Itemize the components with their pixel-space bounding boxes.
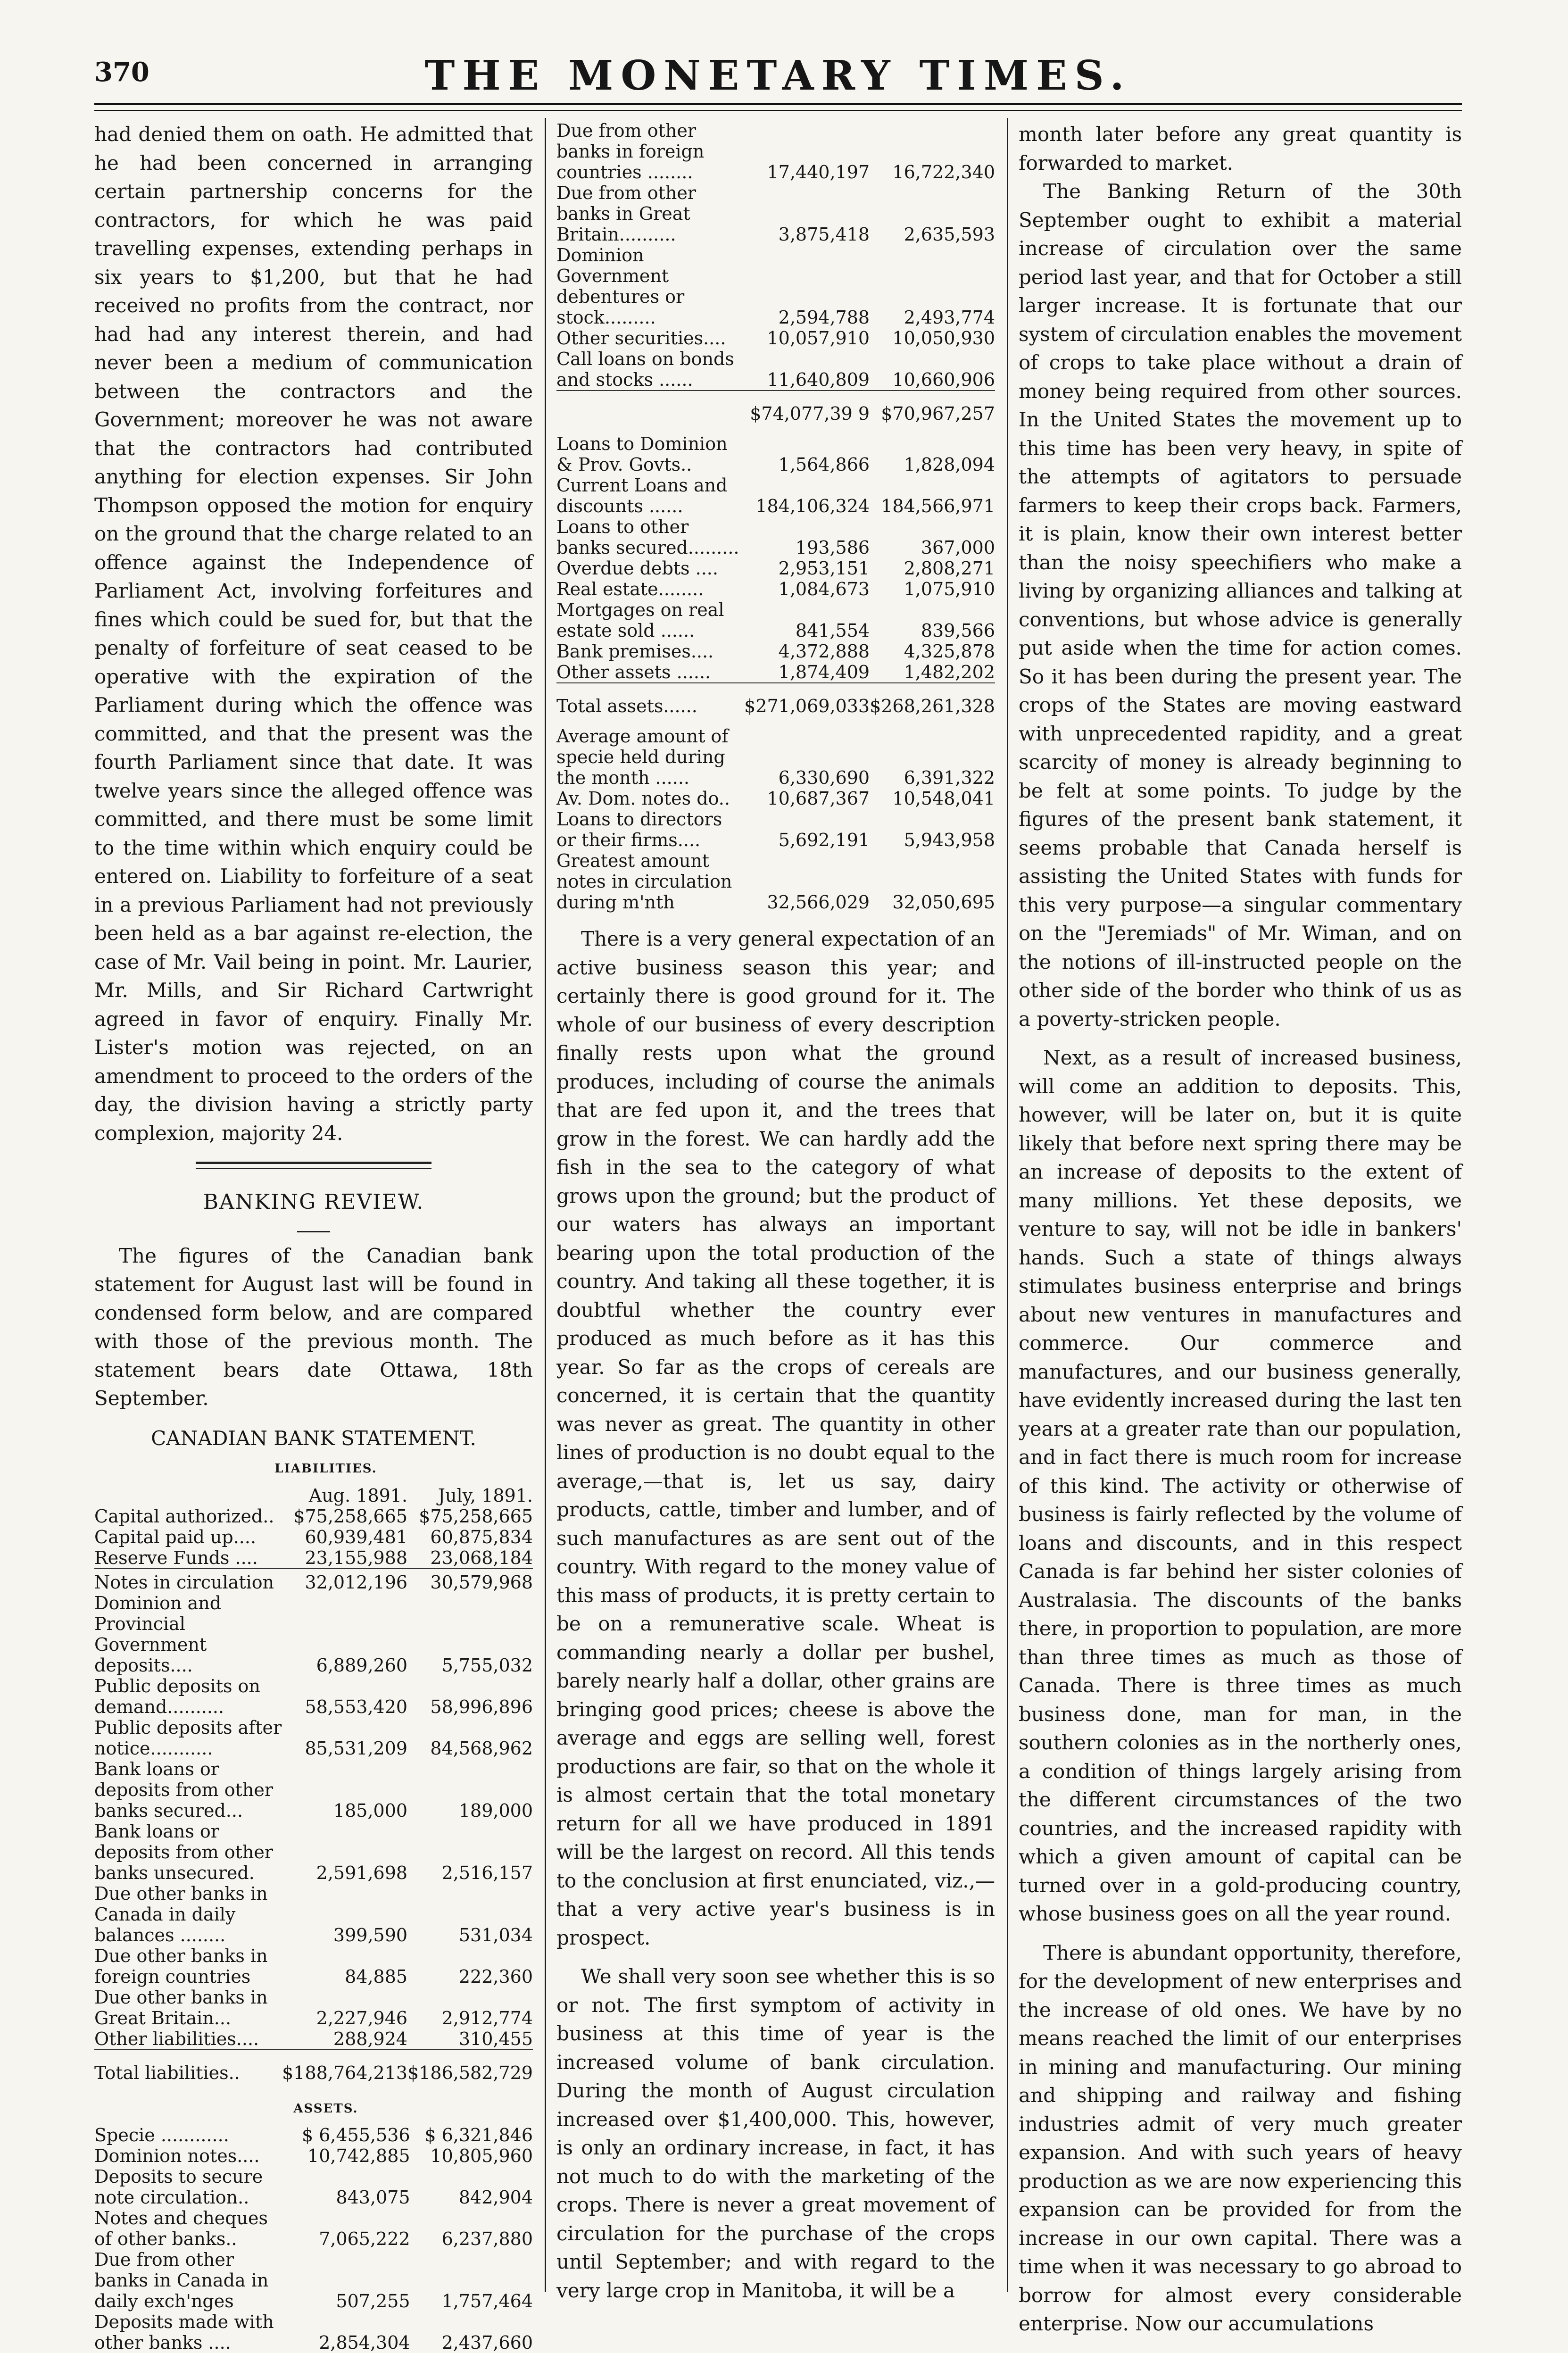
row-value-aug: 3,875,418 bbox=[778, 224, 870, 245]
row-label: Bank loans or deposits from other banks unsecured. bbox=[94, 1821, 274, 1883]
column-divider bbox=[545, 118, 546, 2292]
row-value-aug: 10,687,367 bbox=[767, 788, 870, 809]
row-label: Dominion and Provincial Government deposits.... bbox=[94, 1592, 222, 1676]
short-rule bbox=[297, 1231, 330, 1232]
row-value-aug: 58,553,420 bbox=[305, 1696, 408, 1717]
row-label: Dominion notes.... bbox=[94, 2145, 260, 2166]
paragraph: There is abundant opportunity, therefore, for the development of new enterprises and the increase of old ones. We have by no means reached the limit of our enterprises in mining and manufacturing. Our mining and shipping and railway and fishing industries admit of very much greater expansion. And with such years of heavy production as we are now experiencing this expansion can be provided for from the increase in our own capital. There was a time when it was necessary to go abroad to borrow for almost every considerable enterprise. Now our accumulations bbox=[1019, 1941, 1462, 2335]
section-rule bbox=[196, 1162, 431, 1169]
row-value-aug: 2,854,304 bbox=[319, 2332, 410, 2353]
table-row bbox=[556, 183, 995, 245]
row-value-jul: $ 6,321,846 bbox=[424, 2125, 533, 2145]
row-value-aug: 4,372,888 bbox=[778, 641, 870, 662]
liabilities-table bbox=[94, 1485, 533, 2093]
row-value-jul: 5,943,958 bbox=[904, 830, 995, 850]
row-value-aug: 184,106,324 bbox=[755, 496, 870, 516]
row-value-jul: 4,325,878 bbox=[904, 641, 995, 662]
page-number: 370 bbox=[94, 57, 149, 88]
row-value-jul: 5,755,032 bbox=[441, 1655, 533, 1676]
row-label: Public deposits on demand.......... bbox=[94, 1675, 260, 1717]
row-label: Due from other banks in Great Britain.......... bbox=[556, 183, 697, 245]
table-row bbox=[556, 328, 995, 349]
row-value-jul: 2,437,660 bbox=[441, 2332, 533, 2353]
row-value-aug: 2,953,151 bbox=[778, 558, 870, 579]
section-heading: BANKING REVIEW. bbox=[203, 1190, 424, 1214]
table-row bbox=[94, 1987, 533, 2029]
row-value-aug: 10,057,910 bbox=[767, 328, 870, 349]
column-1 bbox=[94, 120, 533, 2353]
table-row bbox=[94, 2125, 533, 2145]
row-value-aug: 2,227,946 bbox=[316, 2007, 408, 2029]
row-value-aug: 841,554 bbox=[795, 620, 870, 641]
paragraph: Next, as a result of increased business, will come an addition to deposits. This, however, will be later on, but it is quite likely that before next spring there may be an increase of deposits to the extent of many millions. Yet these deposits, we venture to say, will not be idle in bankers' hands. Such a state of things always stimulates business enterprise and brings about new ventures in manufactures and commerce. Our commerce and manufactures, and our business generally, have evidently increased during the last ten years at a greater rate than our population, and in fact there is much room for increase of this kind. The activity or otherwise of business is fairly reflected by the volume of loans and discounts, and in this respect Canada is far behind her sister colonies of Australasia. The discounts of the banks there, in proportion to population, are more than three times as much as those of Canada. There is three times as much business done, man for man, in the southern colonies as in the northerly ones, a condition of things largely arising from the different circumstances of the two countries, and the increased rapidity with which a given amount of capital can be turned over in a gold-producing country, whose business goes on all the year round. bbox=[1019, 1046, 1462, 1925]
row-value-jul: 1,757,464 bbox=[441, 2291, 533, 2311]
row-label: Due other banks in Great Britain... bbox=[94, 1987, 268, 2029]
row-label: Due other banks in Canada in daily balances ........ bbox=[94, 1883, 268, 1946]
assets-subtotal-row: $74,077,39 9 $70,967,257 bbox=[556, 391, 995, 433]
paragraph: There is a very general expectation of an active business season this year; and certainly there is good ground for it. The whole of our business of every description finally rests upon what the ground produces, including of course the animals that are fed upon it, and the trees that grow in the forest. We can hardly add the fish in the sea to the category of what grows upon the ground; but the product of our waters has always an important bearing upon the total production of the country. And taking all these together, it is doubtful whether the country ever produced as much before as it has this year. So far as the crops of cereals are concerned, it is certain that the quantity was never as great. The quantity in other lines of production is no doubt equal to the average,—that is, let us say, dairy products, cattle, timber and lumber, and of such manufactures as are sent out of the country. With regard to the money value of this mass of products, it is pretty certain to be on a remunerative scale. Wheat is commanding nearly a dollar per bushel, barely nearly half a dollar, other grains are bringing good prices; cheese is above the average and eggs are selling well, forest productions are fair, so that on the whole it is almost certain that the total monetary return for all we have produced in 1891 will be the largest on record. All this tends to the conclusion at first enunciated, viz.,—that a very active year's business is in prospect. bbox=[556, 927, 995, 1949]
row-value-jul: 839,566 bbox=[921, 620, 995, 641]
row-label: Greatest amount notes in circulation during m'nth bbox=[556, 850, 732, 913]
table-row bbox=[94, 1569, 533, 1593]
row-value-aug: 193,586 bbox=[795, 537, 870, 558]
row-value-aug: 1,564,866 bbox=[778, 454, 870, 475]
row-value-jul: 58,996,896 bbox=[430, 1696, 533, 1717]
row-value-aug: 1,084,673 bbox=[778, 579, 870, 599]
column-2 bbox=[556, 120, 995, 2305]
row-label: Real estate........ bbox=[556, 579, 704, 599]
row-label: Dominion Government debentures or stock......... bbox=[556, 245, 685, 328]
row-label: Av. Dom. notes do.. bbox=[556, 788, 730, 809]
row-value-aug: 2,591,698 bbox=[316, 1862, 408, 1883]
row-label: Loans to directors or their firms.... bbox=[556, 809, 722, 850]
table-row bbox=[556, 809, 995, 850]
table-row bbox=[94, 1717, 533, 1759]
header-rule bbox=[94, 103, 1462, 111]
assets-heading: ASSETS. bbox=[293, 2101, 358, 2116]
row-value-aug: 32,566,029 bbox=[767, 892, 870, 913]
row-label: Notes and cheques of other banks.. bbox=[94, 2208, 268, 2249]
row-value-jul: 531,034 bbox=[458, 1924, 533, 1946]
statement-title: CANADIAN BANK STATEMENT. bbox=[151, 1426, 476, 1450]
row-value-aug: 399,590 bbox=[333, 1924, 408, 1946]
row-label: Deposits made with other banks .... bbox=[94, 2311, 274, 2353]
table-row bbox=[94, 2249, 533, 2311]
paragraph: The figures of the Canadian bank statement for August last will be found in condensed form below, and are compared with those of the previous month. The statement bears date Ottawa, 18th September. bbox=[94, 1244, 533, 1410]
row-value-jul: 10,548,041 bbox=[892, 788, 995, 809]
table-row bbox=[94, 2145, 533, 2166]
row-value-aug: 1,874,409 bbox=[778, 662, 870, 682]
row-label: Due other banks in foreign countries bbox=[94, 1945, 268, 1987]
table-row bbox=[556, 641, 995, 662]
row-label: Bank premises.... bbox=[556, 641, 714, 662]
row-label: Other liabilities.... bbox=[94, 2028, 259, 2049]
row-value-aug: 60,939,481 bbox=[305, 1526, 408, 1547]
row-label: Other securities.... bbox=[556, 328, 726, 349]
row-label: Call loans on bonds and stocks ...... bbox=[556, 349, 734, 390]
row-value-jul: 6,237,880 bbox=[441, 2228, 533, 2249]
row-value-jul: 222,360 bbox=[458, 1966, 533, 1987]
row-value-aug: 5,692,191 bbox=[778, 830, 870, 850]
row-label: Current Loans and discounts ...... bbox=[556, 475, 728, 516]
row-value-aug: 507,255 bbox=[336, 2291, 410, 2311]
row-label: Specie ............ bbox=[94, 2125, 229, 2145]
table-row bbox=[556, 788, 995, 809]
paragraph: The Banking Return of the 30th September ought to exhibit a material increase of circulation over the same period last year, and that for October a still larger increase. It is fortunate that our system of circulation enables the movement of crops to take place without a drain of money being required from other sources. In the United States the movement up to this time has been very heavy, in spite of the attempts of agitators to persuade farmers to keep their crops back. Farmers, it is plain, know their own interest better than the noisy speechifiers who make a living by organizing alliances and talking at conventions, but whose advice is generally put aside when the time for action comes. So it has been during the present year. The crops of the States are moving eastward with unprecedented rapidity, and a great scarcity of money is already beginning to be felt at some points. To judge by the figures of the present bank statement, it seems probable that Canada herself is assisting the United States with funds for this very purpose—a singular commentary on the "Jeremiads" of Mr. Wiman, and on the notions of ill-instructed people on the other side of the border who think of us as a poverty-stricken people. bbox=[1019, 180, 1462, 1031]
table-row bbox=[556, 516, 995, 558]
row-value-jul: 84,568,962 bbox=[430, 1738, 533, 1759]
row-value-aug: 11,640,809 bbox=[767, 369, 870, 390]
row-value-jul: 189,000 bbox=[458, 1800, 533, 1821]
table-row bbox=[94, 2208, 533, 2249]
row-value-jul: 367,000 bbox=[921, 537, 995, 558]
total-assets-row: Total assets...... $271,069,033 $268,261,328 bbox=[556, 683, 995, 726]
row-label: Loans to Dominion & Prov. Govts.. bbox=[556, 433, 728, 475]
row-label: Capital paid up.... bbox=[94, 1526, 257, 1547]
row-value-jul: 23,068,184 bbox=[430, 1547, 533, 1568]
row-value-jul: 10,805,960 bbox=[430, 2145, 533, 2166]
table-row bbox=[94, 1759, 533, 1821]
row-value-jul: 32,050,695 bbox=[892, 892, 995, 913]
table-row bbox=[94, 1676, 533, 1717]
row-value-aug: 10,742,885 bbox=[307, 2145, 410, 2166]
row-label: Due from other banks in foreign countries ........ bbox=[556, 120, 705, 183]
row-label: Loans to other banks secured......... bbox=[556, 516, 739, 558]
row-label: Other assets ...... bbox=[556, 662, 711, 682]
column-headers bbox=[94, 1485, 533, 1506]
table-row bbox=[94, 1883, 533, 1946]
row-value-aug: 6,889,260 bbox=[316, 1655, 408, 1676]
table-row bbox=[94, 2311, 533, 2353]
masthead: THE MONETARY TIMES. bbox=[424, 52, 1132, 100]
row-value-jul: 30,579,968 bbox=[407, 1569, 533, 1593]
paragraph: had denied them on oath. He admitted that he had been concerned in arranging certain partnership concerns for the contractors, for which he was paid travelling expenses, extending perhaps in six years to $1,200, but that he had received no profits from the contract, nor had had any interest therein, and had never been a medium of communication between the contractors and the Government; moreover he was not aware that the contractors had contributed anything for election expenses. Sir John Thompson opposed the motion for enquiry on the ground that the charge related to an offence against the Independence of Parliament Act, involving forfeitures and fines which could be sued for, but that the penalty of forfeiture of seat ceased to be operative with the expiration of the Parliament during which the offence was committed, and that the present was the fourth Parliament since that date. It was twelve years since the alleged offence was committed, and there must be some limit to the time within which enquiry could be entered on. Liability to forfeiture of a seat in a previous Parliament had not previously been held as a bar against re-election, the case of Mr. Vail being in point. Mr. Laurier, Mr. Mills, and Sir Richard Cartwright agreed in favor of enquiry. Finally Mr. Lister's motion was rejected, on an amendment to proceed to the orders of the day, the division having a strictly party complexion, majority 24. bbox=[94, 123, 533, 1145]
table-row bbox=[556, 120, 995, 183]
row-value-aug: 32,012,196 bbox=[282, 1569, 407, 1593]
row-value-jul: 2,635,593 bbox=[904, 224, 995, 245]
row-label: Due from other banks in Canada in daily exch'nges bbox=[94, 2249, 269, 2311]
row-value-aug: 17,440,197 bbox=[767, 162, 870, 183]
row-label: Average amount of specie held during the month ...... bbox=[556, 726, 729, 788]
row-value-jul: 310,455 bbox=[458, 2028, 533, 2049]
column-divider bbox=[1007, 118, 1008, 2292]
table-row bbox=[556, 558, 995, 579]
col-head-jul: July, 1891. bbox=[438, 1485, 533, 1506]
row-value-aug: 23,155,988 bbox=[305, 1547, 408, 1568]
row-label: Deposits to secure note circulation.. bbox=[94, 2166, 263, 2208]
row-label: Public deposits after notice........... bbox=[94, 1717, 282, 1759]
table-row bbox=[556, 245, 995, 328]
row-value-jul: 2,912,774 bbox=[441, 2007, 533, 2029]
table-row bbox=[94, 2029, 533, 2050]
row-value-jul: 184,566,971 bbox=[881, 496, 995, 516]
total-liabilities-row: Total liabilities.. $188,764,213 $186,582,729 bbox=[94, 2050, 533, 2093]
table-row bbox=[94, 1527, 533, 1547]
table-row bbox=[556, 850, 995, 913]
table-row bbox=[556, 579, 995, 599]
row-label: Reserve Funds .... bbox=[94, 1547, 258, 1568]
row-value-aug: 84,885 bbox=[345, 1966, 408, 1987]
table-row bbox=[556, 599, 995, 641]
table-row bbox=[94, 1547, 533, 1569]
row-value-aug: 2,594,788 bbox=[778, 307, 870, 328]
column-3 bbox=[1019, 120, 1462, 2338]
row-value-aug: 288,924 bbox=[333, 2028, 408, 2049]
table-row bbox=[556, 433, 995, 475]
table-row bbox=[556, 662, 995, 683]
row-label: Mortgages on real estate sold ...... bbox=[556, 599, 724, 641]
row-value-jul: 16,722,340 bbox=[892, 162, 995, 183]
row-label: Bank loans or deposits from other banks secured... bbox=[94, 1758, 274, 1821]
row-value-jul: 10,050,930 bbox=[892, 328, 995, 349]
table-row bbox=[94, 2166, 533, 2208]
row-value-jul: 2,516,157 bbox=[441, 1862, 533, 1883]
table-row bbox=[94, 1946, 533, 1987]
row-value-jul: 10,660,906 bbox=[892, 369, 995, 390]
row-value-jul: 1,482,202 bbox=[904, 662, 995, 682]
row-value-jul: 6,391,322 bbox=[904, 767, 995, 788]
row-value-jul: 842,904 bbox=[458, 2187, 533, 2208]
row-value-aug: 6,330,690 bbox=[778, 767, 870, 788]
row-label: Capital authorized.. bbox=[94, 1505, 274, 1527]
row-label: Overdue debts .... bbox=[556, 558, 718, 579]
row-value-aug: 85,531,209 bbox=[305, 1738, 408, 1759]
table-row bbox=[556, 726, 995, 788]
table-row bbox=[94, 1593, 533, 1676]
row-value-aug: $ 6,455,536 bbox=[301, 2125, 410, 2145]
row-value-jul: 60,875,834 bbox=[430, 1526, 533, 1547]
row-value-jul: $75,258,665 bbox=[419, 1505, 533, 1527]
row-value-aug: 185,000 bbox=[333, 1800, 408, 1821]
table-row bbox=[94, 1506, 533, 1527]
row-label: Notes in circulation bbox=[94, 1569, 282, 1593]
assets-table bbox=[94, 2125, 533, 2353]
row-value-jul: 1,828,094 bbox=[904, 454, 995, 475]
paragraph: We shall very soon see whether this is so or not. The first symptom of activity in business at this time of year is the increased volume of bank circulation. During the month of August circulation increased over $1,400,000. This, however, is only an ordinary increase, in fact, it has not much to do with the marketing of the crops. There is never a great movement of circulation for the purchase of the crops until September; and with regard to the very large crop in Manitoba, it will be a bbox=[556, 1965, 995, 2302]
table-row bbox=[94, 1821, 533, 1883]
table-row bbox=[556, 349, 995, 391]
paragraph: month later before any great quantity is forwarded to market. bbox=[1019, 123, 1462, 175]
row-value-aug: 7,065,222 bbox=[319, 2228, 410, 2249]
row-value-jul: 2,808,271 bbox=[904, 558, 995, 579]
assets-continued-table bbox=[556, 120, 995, 913]
table-row bbox=[556, 475, 995, 516]
row-value-aug: 843,075 bbox=[336, 2187, 410, 2208]
liabilities-heading: LIABILITIES. bbox=[274, 1462, 377, 1476]
row-value-jul: 2,493,774 bbox=[904, 307, 995, 328]
row-value-aug: $75,258,665 bbox=[293, 1505, 408, 1527]
row-value-jul: 1,075,910 bbox=[904, 579, 995, 599]
col-head-aug: Aug. 1891. bbox=[308, 1485, 408, 1506]
